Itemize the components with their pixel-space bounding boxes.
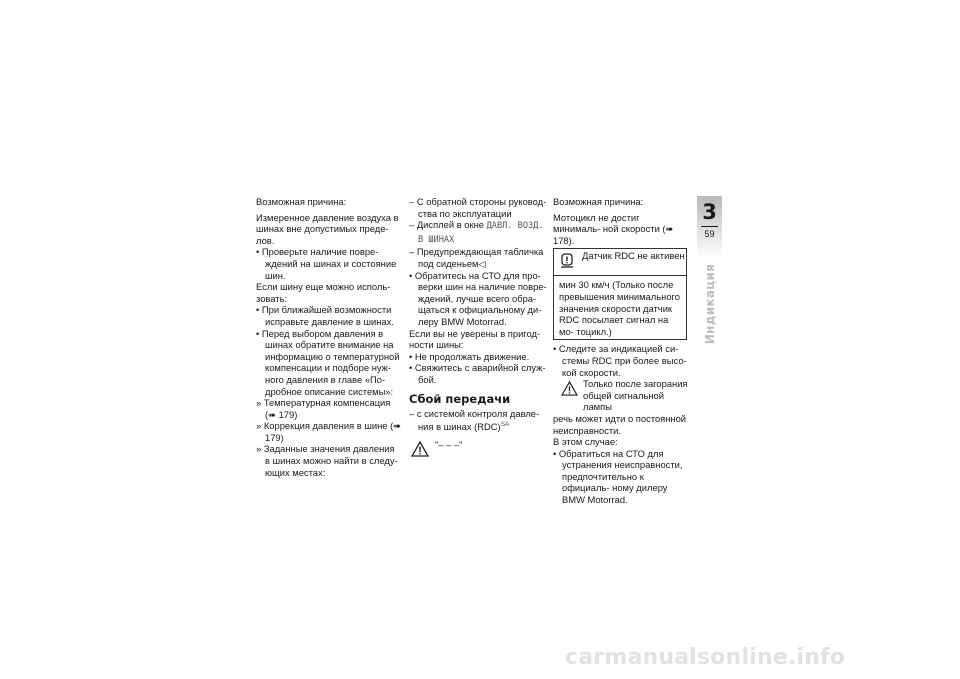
ref-pressure-values: » Заданные значения давления в шинах можно найти в следу- ющих местах: bbox=[256, 443, 398, 478]
rdc-text: – с системой контроля давле- ния в шинах (RDC) bbox=[409, 407, 540, 433]
column-3 bbox=[553, 196, 689, 506]
dash-display-window bbox=[409, 219, 549, 246]
display-prefix: – Дисплей в окне bbox=[409, 219, 484, 231]
chapter-title-vertical bbox=[698, 264, 722, 344]
rdc-system-text bbox=[409, 408, 549, 433]
warning-triangle-icon bbox=[411, 441, 429, 457]
watermark: carmanualsonline.info bbox=[565, 645, 846, 670]
chapter-number: 3 bbox=[702, 200, 717, 224]
tire-sensor-icon bbox=[560, 253, 574, 269]
warning-block bbox=[409, 439, 549, 463]
case-text: В этом случае: bbox=[553, 436, 618, 448]
tab-divider bbox=[701, 226, 718, 227]
chapter-tab bbox=[697, 196, 722, 258]
rdc-inactive-label: Датчик RDC не активен bbox=[582, 250, 685, 262]
bullet-contact-dealer: • Обратиться на СТО для устранения неисправности, предпочтительно к официаль- ному дилеру BMW Motorrad. bbox=[553, 447, 683, 506]
chapter-title: Индикация bbox=[703, 263, 717, 345]
dash-manual-back: – С обратной стороны руковод- ства по эксплуатации bbox=[409, 196, 547, 219]
ref-pressure-correction[interactable]: » Коррекция давления в шине (➠ 179) bbox=[256, 420, 402, 443]
bullet-stop-driving: • Не продолжать движение. bbox=[409, 350, 530, 362]
cause-text: Измеренное давление воздуха в шинах вне допустимых преде- лов. bbox=[256, 211, 399, 246]
warning-rest: речь может идти о постоянной неисправности. bbox=[553, 412, 687, 436]
warning-triangle-icon bbox=[561, 381, 578, 396]
bullet-check-tires: • Проверьте наличие повре- ждений на шинах и состояние шин. bbox=[256, 246, 397, 281]
column-2 bbox=[409, 196, 549, 463]
unsure-text: Если вы не уверены в пригод- ности шины: bbox=[409, 327, 541, 351]
general-warning bbox=[553, 378, 689, 436]
info-box bbox=[553, 248, 687, 340]
ref-temperature-compensation[interactable]: » Температурная компенсация (➠ 179) bbox=[256, 397, 391, 420]
bullet-temperature-info: • Перед выбором давления в шинах обратите внимание на информацию о температурной компенсации и подборе нуж- ного давления в главе «По- дробное описание системы»: bbox=[256, 327, 400, 397]
section-heading: Сбой передачи bbox=[409, 391, 511, 406]
cause-text-2: Мотоцикл не достиг минималь- ной скорости (➠ 178). bbox=[553, 211, 674, 246]
column-1 bbox=[256, 196, 402, 478]
cause-label-2: Возможная причина: bbox=[553, 196, 644, 207]
display-readout: ДАВЛ. ВОЗД. В ШИНАХ bbox=[418, 221, 544, 245]
bullet-watch-rdc: • Следите за индикацией си- стемы RDC при более высо- кой скорости. bbox=[553, 343, 687, 378]
dash-warning-plate: – Предупреждающая табличка под сиденьем◁ bbox=[409, 246, 544, 269]
bullet-call-service: • Свяжитесь с аварийной служ- бой. bbox=[409, 362, 546, 385]
bullet-correct-pressure: • При ближайшей возможности исправьте давление в шинах. bbox=[256, 304, 394, 327]
ride-condition-text: Если шину еще можно исполь- зовать: bbox=[256, 281, 391, 304]
dashes-readout: "– – –" bbox=[435, 438, 463, 450]
cause-label: Возможная причина: bbox=[256, 196, 347, 207]
info-box-body: мин 30 км/ч (Только после превышения минимального значения скорости датчик RDC посылает сигнал на мо- тоцикл.) bbox=[559, 279, 680, 337]
warning-line-1: Только после загорания bbox=[583, 378, 688, 390]
warning-line-2: общей сигнальной лампы bbox=[583, 389, 664, 413]
info-box-header bbox=[554, 249, 686, 276]
bullet-service-check: • Обратитесь на СТО для про- верки шин на наличие повре- ждений, лучше всего обра- щаться к официальному ди- леру BMW Motorrad. bbox=[409, 269, 547, 327]
page-number: 59 bbox=[704, 229, 715, 239]
sa-superscript: SA bbox=[500, 421, 510, 429]
